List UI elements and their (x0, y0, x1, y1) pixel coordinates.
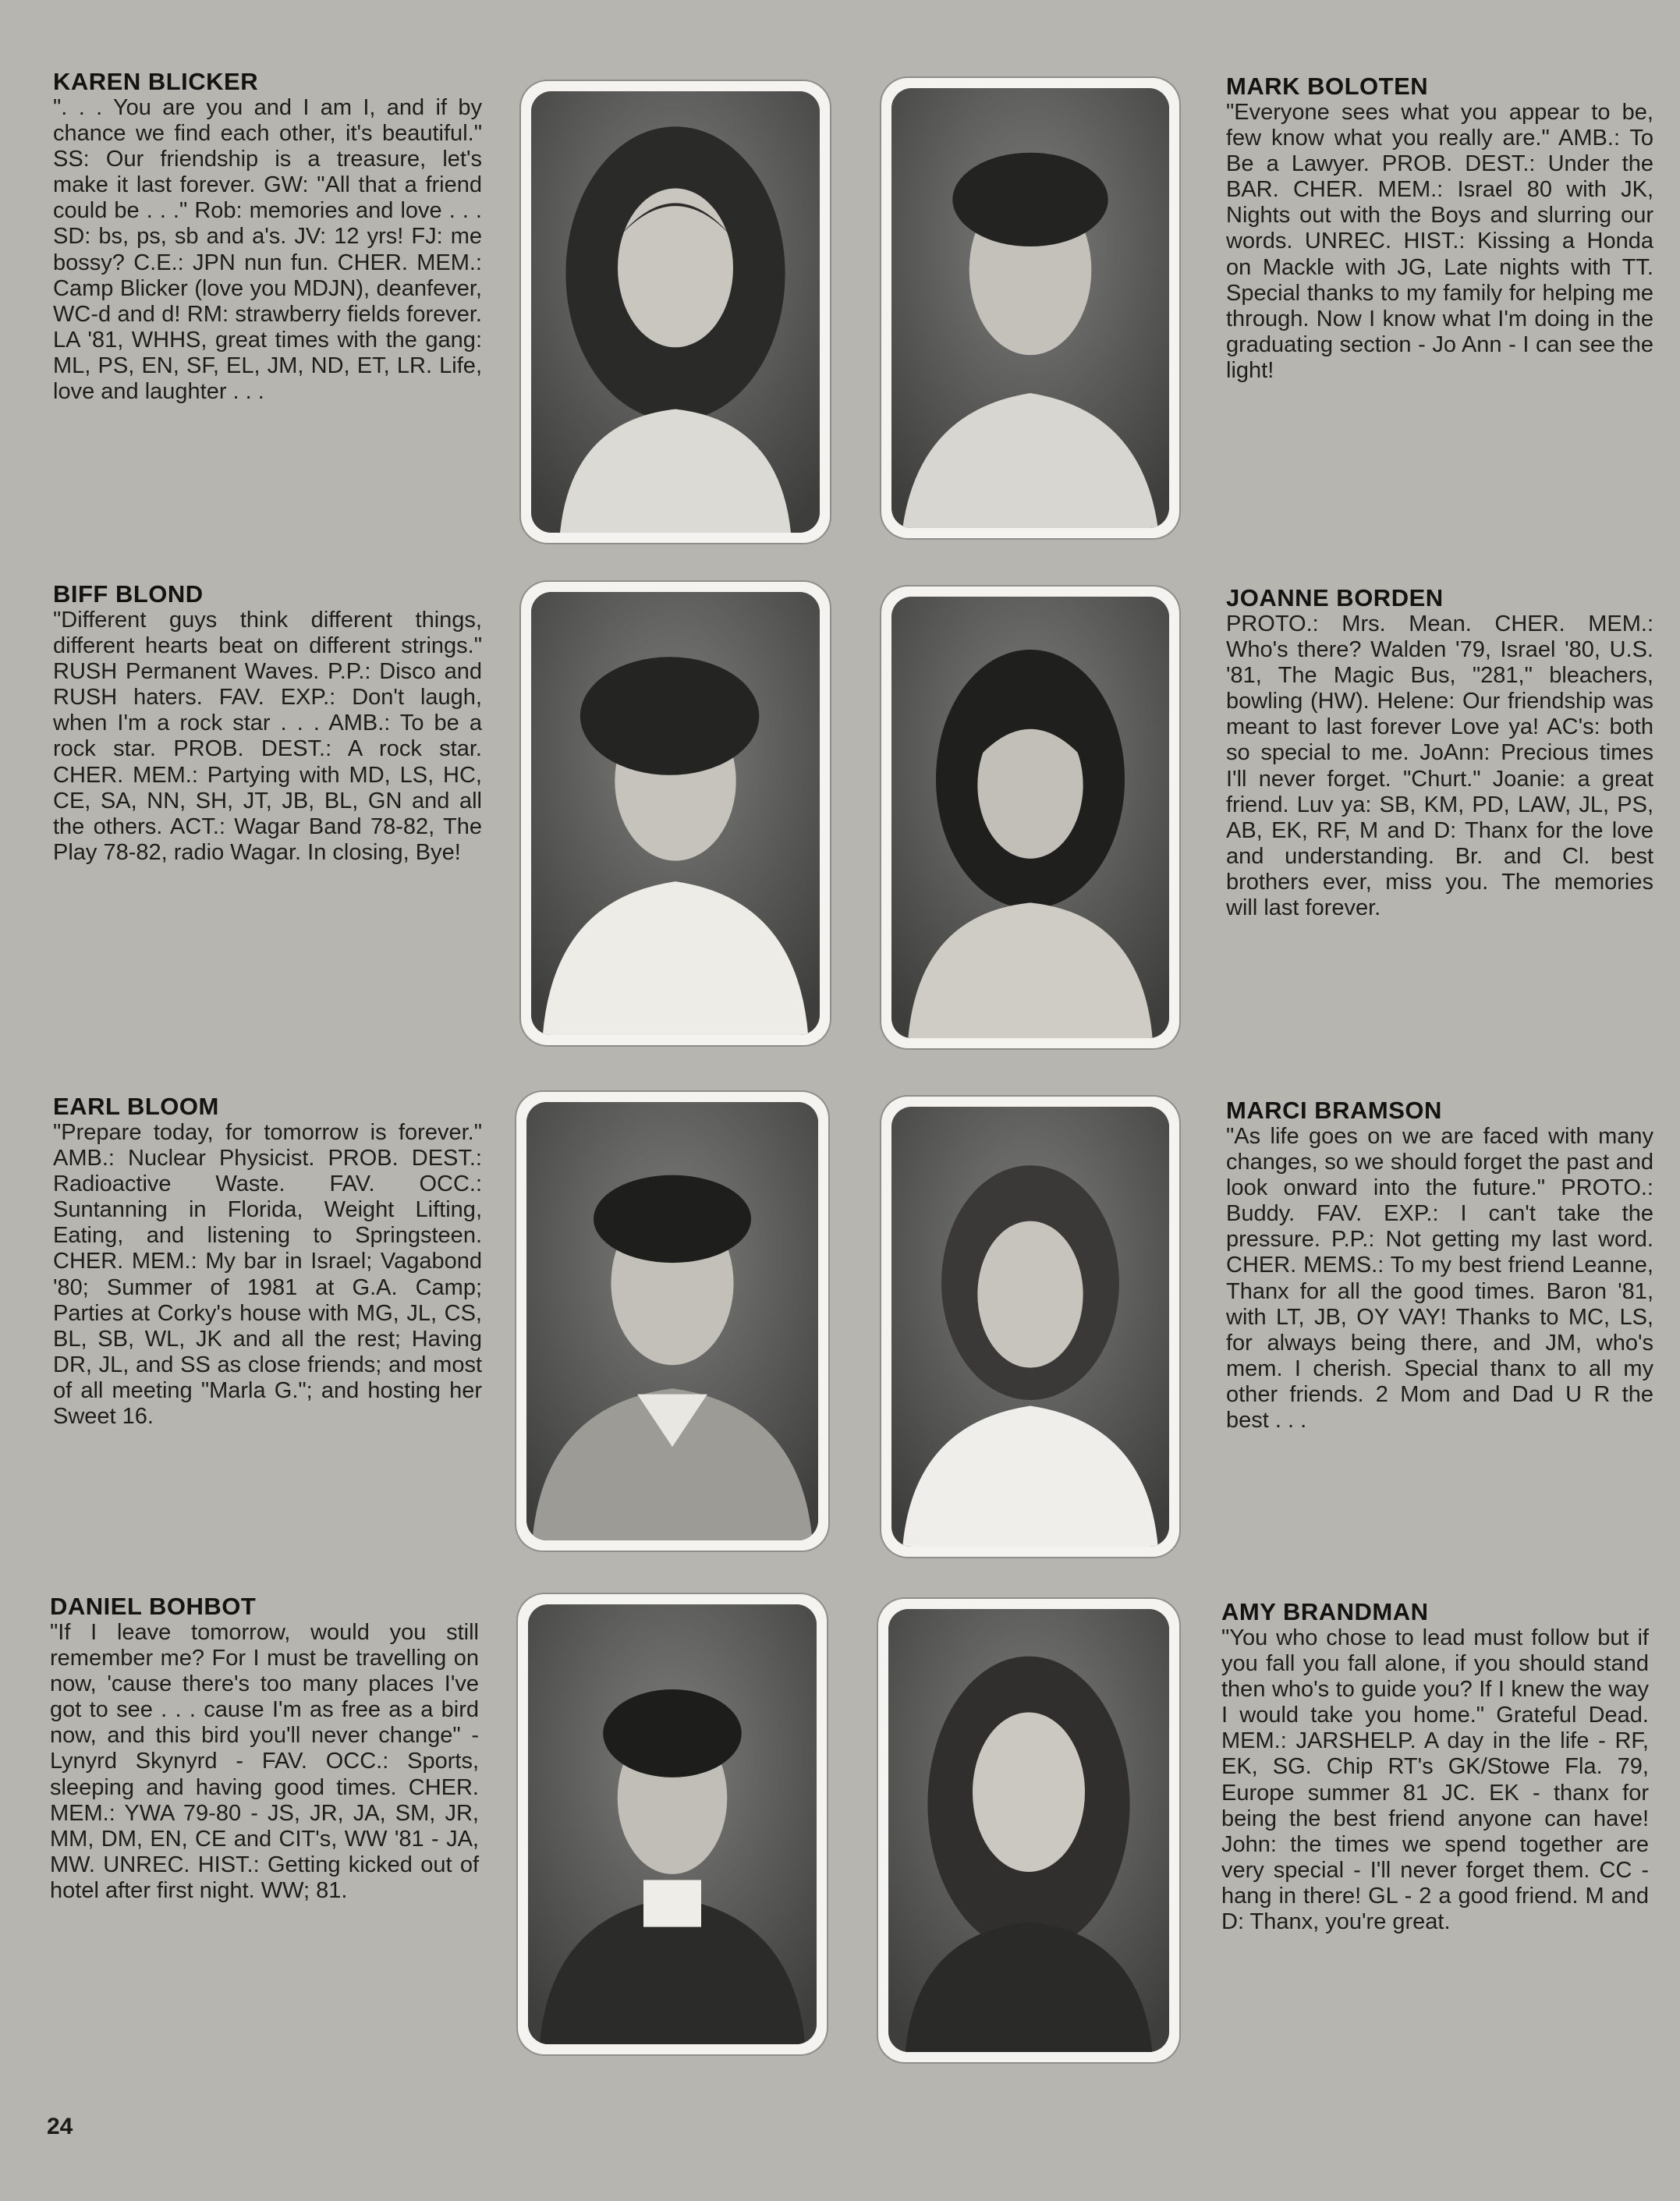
student-bio: "Prepare today, for tomorrow is forever." AMB.: Nuclear Physicist. PROB. DEST.: Radioactive Waste. FAV. OCC.: Suntanning in Florida, Weight Lifting, Eating, and listening to Springsteen. CHER. MEM.: My bar in Israel; Vagabond '80; Summer of 1981 at G.A. Camp; Parties at Corky's house with MG, JL, CS, BL, SB, WL, JK and all the rest; Having DR, JL, and SS as close friends; and most of all meeting "Marla G."; and hosting her Sweet 16. (53, 1120, 482, 1430)
student-bio: "Different guys think different things, different hearts beat on different strings." RUSH Permanent Waves. P.P.: Disco and RUSH haters. FAV. EXP.: Don't laugh, when I'm a rock star . . . AMB.: To be a rock star. PROB. DEST.: A rock star. CHER. MEM.: Partying with MD, LS, HC, CE, SA, NN, SH, JT, JB, BL, GN and all the others. ACT.: Wagar Band 78-82, The Play 78-82, radio Wagar. In closing, Bye! (53, 608, 482, 865)
portrait-image (531, 91, 820, 533)
senior-entry-marci-bramson (1226, 1097, 1653, 1434)
portrait-photo-amy-brandman (878, 1599, 1179, 2062)
student-name: DANIEL BOHBOT (50, 1593, 257, 1620)
page-number: 24 (47, 2114, 73, 2139)
portrait-photo-mark-boloten (881, 78, 1179, 538)
student-name: MARK BOLOTEN (1226, 73, 1429, 100)
senior-entry-biff-blond (53, 581, 482, 866)
student-name: BIFF BLOND (53, 580, 204, 608)
senior-entry-karen-blicker (53, 69, 482, 405)
senior-entry-mark-boloten (1226, 73, 1653, 384)
student-name: EARL BLOOM (53, 1093, 219, 1120)
portrait-image (531, 592, 820, 1035)
portrait-photo-earl-bloom (516, 1092, 828, 1551)
portrait-photo-joanne-borden (881, 587, 1179, 1048)
student-bio: "Everyone sees what you appear to be, few know what you really are." AMB.: To Be a Lawyer. PROB. DEST.: Under the BAR. CHER. MEM.: Israel 80 with JK, Nights out with the Boys and slurring our words. UNREC. HIST.: Kissing a Honda on Mackle with JG, Late nights with TT. Special thanks to my family for helping me through. Now I know what I'm doing in the graduating section - Jo Ann - I can see the light! (1226, 100, 1653, 383)
portrait-photo-marci-bramson (881, 1097, 1179, 1557)
portrait-photo-biff-blond (521, 582, 830, 1045)
student-name: MARCI BRAMSON (1226, 1097, 1442, 1124)
student-bio: "As life goes on we are faced with many changes, so we should forget the past and look onward into the future." PROTO.: Buddy. FAV. EXP.: I can't take the pressure. P.P.: Not getting my last word. CHER. MEMS.: To my best friend Leanne, Thanx for all the good times. Baron '81, with LT, JB, OY VAY! Thanks to MC, LS, for always being there, and JM, who's mem. I cherish. Special thanx to all my other friends. 2 Mom and Dad U R the best . . . (1226, 1124, 1653, 1434)
student-bio: "If I leave tomorrow, would you still remember me? For I must be travelling on now, 'cause there's too many places I've got to see . . . cause I'm as free as a bird now, and this bird you'll never change" - Lynyrd Skynyrd - FAV. OCC.: Sports, sleeping and having good times. CHER. MEM.: YWA 79-80 - JS, JR, JA, SM, JR, MM, DM, EN, CE and CIT's, WW '81 - JA, MW. UNREC. HIST.: Getting kicked out of hotel after first night. WW; 81. (50, 1620, 479, 1903)
portrait-image (526, 1102, 818, 1540)
portrait-image (891, 1107, 1169, 1547)
portrait-image (891, 597, 1169, 1038)
senior-entry-earl-bloom (53, 1093, 482, 1430)
student-name: AMY BRANDMAN (1221, 1598, 1429, 1625)
portrait-image (528, 1604, 817, 2044)
portrait-photo-karen-blicker (521, 81, 830, 543)
student-bio: PROTO.: Mrs. Mean. CHER. MEM.: Who's there? Walden '79, Israel '80, U.S. '81, The Magic Bus, "281," bleachers, bowling (HW). Helene: Our friendship was meant to last forever Love ya! AC's: both so special to me. JoAnn: Precious times I'll never forget. "Churt." Joanie: a great friend. Luv ya: SB, KM, PD, LAW, JL, PS, AB, EK, RF, M and D: Thanx for the love and understanding. Br. and Cl. best brothers ever, miss you. The memories will last forever. (1226, 611, 1653, 921)
student-bio: "You who chose to lead must follow but if you fall you fall alone, if you should stand then who's to guide you? If I knew the way I would take you home." Grateful Dead. MEM.: JARSHELP. A day in the life - RF, EK, SG. Chip RT's GK/Stowe Fla. 79, Europe summer 81 JC. EK - thanx for being the best friend anyone can have! John: the times we spend together are very special - I'll never forget them. CC - hang in there! GL - 2 a good friend. M and D: Thanx, you're great. (1221, 1625, 1649, 1935)
student-bio: ". . . You are you and I am I, and if by chance we find each other, it's beautiful." SS: Our friendship is a treasure, let's make it last forever. GW: "All that a friend could be . . ." Rob: memories and love . . . SD: bs, ps, sb and a's. JV: 12 yrs! FJ: me bossy? C.E.: JPN nun fun. CHER. MEM.: Camp Blicker (love you MDJN), deanfever, WC-d and d! RM: strawberry fields forever. LA '81, WHHS, great times with the gang: ML, PS, EN, SF, EL, JM, ND, ET, LR. Life, love and laughter . . . (53, 95, 482, 405)
senior-entry-amy-brandman (1221, 1599, 1649, 1935)
senior-entry-joanne-borden (1226, 585, 1653, 921)
portrait-image (891, 88, 1169, 528)
student-name: KAREN BLICKER (53, 68, 259, 95)
senior-entry-daniel-bohbot (50, 1593, 479, 1904)
student-name: JOANNE BORDEN (1226, 584, 1444, 611)
portrait-photo-daniel-bohbot (518, 1594, 827, 2054)
portrait-image (888, 1609, 1169, 2052)
